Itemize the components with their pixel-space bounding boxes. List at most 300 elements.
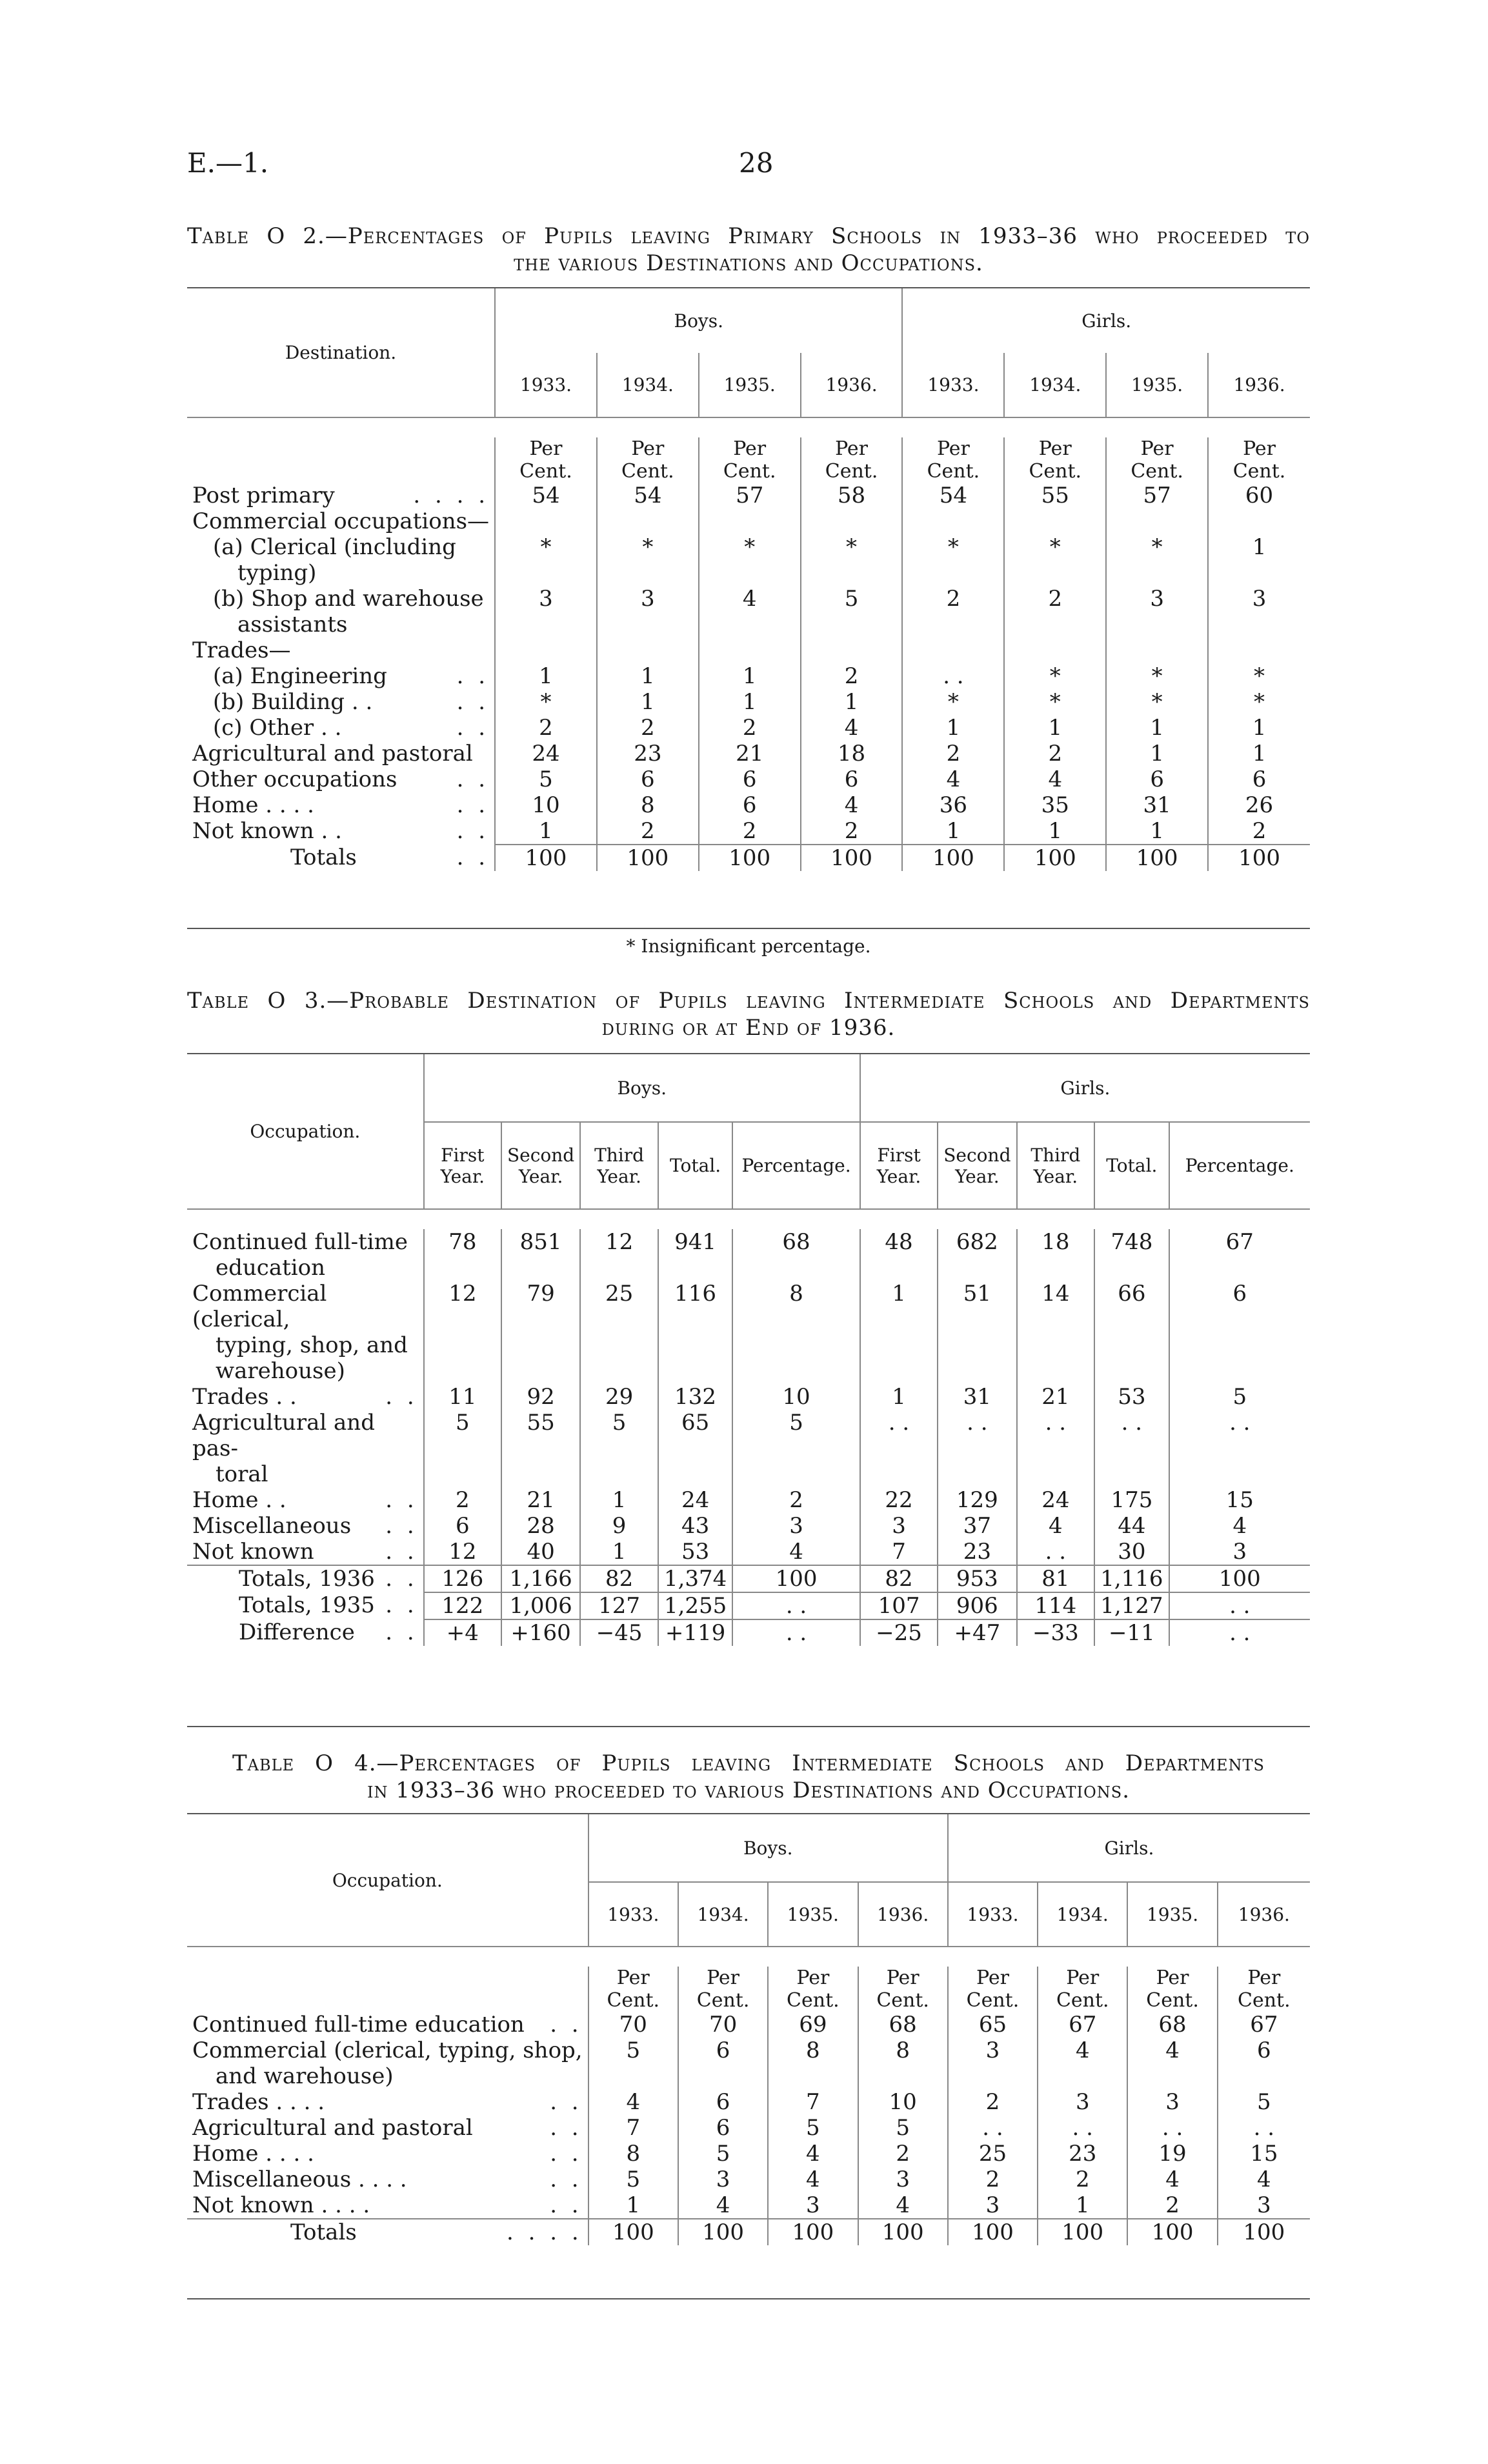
table3-column-header xyxy=(658,1122,732,1209)
table3-row xyxy=(187,1487,1310,1513)
table4 xyxy=(187,1814,1310,2245)
table2-cell: 3 xyxy=(1208,586,1310,612)
table3-totals1936-row xyxy=(187,1565,1310,1592)
table2-year-header: 1933. xyxy=(902,353,1004,417)
table2-cell xyxy=(1004,637,1106,663)
totals-label-text: Totals xyxy=(290,845,357,870)
table2-row xyxy=(187,766,1310,792)
table2-cell: 5 xyxy=(801,586,903,612)
document-reference: E.—1. xyxy=(187,147,269,179)
table2-cell: 3 xyxy=(597,586,699,612)
table2-row-label xyxy=(187,534,495,560)
table2-row xyxy=(187,818,1310,845)
table2-cell: 3 xyxy=(495,586,597,612)
table2-cell: 2 xyxy=(495,715,597,741)
totals-label-text: Totals, 1935 xyxy=(239,1592,375,1618)
table4-year-header: 1933. xyxy=(948,1882,1038,1947)
column-header-line: Year. xyxy=(518,1165,563,1187)
table4-row-label xyxy=(187,2038,588,2089)
table2-cell: 6 xyxy=(699,792,801,818)
table3-row xyxy=(187,1539,1310,1565)
row-label-text: Home . . xyxy=(192,1487,287,1513)
table4-unit-spacer xyxy=(187,1967,588,2012)
table3-cell: 10 xyxy=(732,1384,860,1410)
table4-total-cell: 100 xyxy=(1127,2219,1217,2245)
row-label-text: and warehouse) xyxy=(216,2063,394,2089)
table4-year-header: 1933. xyxy=(588,1882,678,1947)
table2-cell xyxy=(1004,560,1106,586)
table3-cell: 68 xyxy=(732,1229,860,1281)
table3-boys-header: Boys. xyxy=(424,1054,860,1122)
table2-cell: 1 xyxy=(495,663,597,689)
table2-cell: 6 xyxy=(1106,766,1208,792)
table3-total-cell: . . xyxy=(1169,1619,1310,1646)
table4-cell: 4 xyxy=(1218,2167,1310,2192)
table3-cell: 682 xyxy=(938,1229,1016,1281)
table4-cell: 69 xyxy=(768,2012,858,2038)
leader-dots: . . xyxy=(550,2115,583,2141)
column-header-line: Year. xyxy=(876,1165,921,1187)
table2-cell: 60 xyxy=(1208,483,1310,508)
row-label-line xyxy=(192,1281,418,1332)
column-header-line: Total. xyxy=(1106,1155,1158,1176)
table2-cell: 36 xyxy=(902,792,1004,818)
table2-cell: * xyxy=(699,534,801,560)
table3-cell: 129 xyxy=(938,1487,1016,1513)
table4-cell: 4 xyxy=(1127,2038,1217,2089)
table4-cell: 4 xyxy=(1127,2167,1217,2192)
table4-row xyxy=(187,2038,1310,2089)
row-label-text: Not known xyxy=(192,1539,314,1565)
table4-cell: 68 xyxy=(858,2012,948,2038)
table2-footnote: * Insignificant percentage. xyxy=(626,936,871,957)
table2-row-label xyxy=(187,792,495,818)
table2-cell xyxy=(597,612,699,637)
table3-cell: 12 xyxy=(424,1281,501,1384)
table3-total-cell: −33 xyxy=(1017,1619,1095,1646)
column-header-line: Year. xyxy=(597,1165,641,1187)
table2-cell: 1 xyxy=(902,715,1004,741)
table2-cell: 1 xyxy=(1106,818,1208,845)
leader-dots: . . xyxy=(456,689,490,715)
table4-totals-label xyxy=(187,2219,588,2245)
table4-row-label xyxy=(187,2115,588,2141)
table2-cell: 1 xyxy=(699,689,801,715)
table4-year-header: 1935. xyxy=(768,1882,858,1947)
table2-row-label xyxy=(187,637,495,663)
table2-cell: 4 xyxy=(699,586,801,612)
column-header-line: Year. xyxy=(1033,1165,1078,1187)
totals-label-text: Totals, 1936 xyxy=(239,1566,375,1592)
table3-row-label xyxy=(187,1281,424,1384)
table3-row xyxy=(187,1513,1310,1539)
table4-cell: 67 xyxy=(1218,2012,1310,2038)
table3-total-cell: 122 xyxy=(424,1592,501,1619)
table2-cell: 2 xyxy=(902,586,1004,612)
table4-cell: 5 xyxy=(588,2167,678,2192)
table2-row xyxy=(187,637,1310,663)
table2-row-label xyxy=(187,715,495,741)
table3-total-cell: 1,116 xyxy=(1094,1565,1169,1592)
table2-cell: * xyxy=(1004,663,1106,689)
table3-column-header xyxy=(1017,1122,1095,1209)
row-label-line xyxy=(192,2012,583,2038)
table3-cell: 4 xyxy=(1169,1513,1310,1539)
table2-cell: 6 xyxy=(801,766,903,792)
table2-cell: 1 xyxy=(1208,715,1310,741)
table2-cell: 57 xyxy=(699,483,801,508)
table2-unit-label: Per Cent. xyxy=(801,437,903,483)
table3-cell: 43 xyxy=(658,1513,732,1539)
table4-cell: 4 xyxy=(858,2192,948,2219)
table2-cell: * xyxy=(1004,689,1106,715)
table4-cell: 68 xyxy=(1127,2012,1217,2038)
table2-cell: 54 xyxy=(902,483,1004,508)
table2-cell xyxy=(699,637,801,663)
table3-cell: 11 xyxy=(424,1384,501,1410)
table2-cell: 2 xyxy=(597,715,699,741)
table2-cell: 24 xyxy=(495,741,597,766)
table3-cell: 175 xyxy=(1094,1487,1169,1513)
table3-cell: 21 xyxy=(501,1487,580,1513)
table4-cell: 8 xyxy=(858,2038,948,2089)
row-label-text: Agricultural and pastoral xyxy=(192,741,473,766)
table3-cell: 23 xyxy=(938,1539,1016,1565)
table2-cell: 1 xyxy=(1004,715,1106,741)
table3-cell: . . xyxy=(1169,1410,1310,1487)
table2-cell: 1 xyxy=(597,689,699,715)
table3-cell: 79 xyxy=(501,1281,580,1384)
table3-row-label xyxy=(187,1410,424,1487)
table4-unit-label: Per Cent. xyxy=(768,1967,858,2012)
table4-cell: 3 xyxy=(768,2192,858,2219)
table2-cell xyxy=(1208,612,1310,637)
table3 xyxy=(187,1054,1310,1646)
row-label-text: (c) Other . . xyxy=(213,715,342,741)
table2-unit-label: Per Cent. xyxy=(1106,437,1208,483)
table2-cell: 23 xyxy=(597,741,699,766)
table2-cell: 2 xyxy=(597,818,699,845)
totals-label-text: Totals xyxy=(290,2219,357,2245)
row-label-text: Not known . . xyxy=(192,818,342,844)
row-label-text: Trades . . . . xyxy=(192,2089,325,2115)
table3-cell: 4 xyxy=(732,1539,860,1565)
table2-cell xyxy=(1106,637,1208,663)
table3-cell: . . xyxy=(1017,1410,1095,1487)
table3-cell: 1 xyxy=(580,1487,658,1513)
table2-cell xyxy=(495,612,597,637)
table2-cell: 1 xyxy=(902,818,1004,845)
table3-cell: . . xyxy=(938,1410,1016,1487)
table4-cell: 5 xyxy=(768,2115,858,2141)
table3-cell: . . xyxy=(1017,1539,1095,1565)
table4-cell: 3 xyxy=(1127,2089,1217,2115)
table4-cell: 4 xyxy=(768,2167,858,2192)
row-label-line xyxy=(192,1384,418,1410)
table3-cell: 18 xyxy=(1017,1229,1095,1281)
table2-cell: * xyxy=(801,534,903,560)
row-label-line xyxy=(192,1358,418,1384)
column-header-line: Percentage. xyxy=(1185,1155,1294,1176)
table4-cell: 5 xyxy=(858,2115,948,2141)
row-label-text: warehouse) xyxy=(216,1358,345,1384)
table2-row xyxy=(187,663,1310,689)
table3-cell: 92 xyxy=(501,1384,580,1410)
table3-total-cell: 107 xyxy=(860,1592,938,1619)
table2-cell xyxy=(1208,637,1310,663)
table3-cell: 55 xyxy=(501,1410,580,1487)
table4-row-label xyxy=(187,2141,588,2167)
row-label-text: education xyxy=(216,1255,325,1281)
table4-cell: . . xyxy=(1218,2115,1310,2141)
table3-title: Table O 3.—Probable Destination of Pupils leaving Intermediate Schools and Departments during or at End of 1936. xyxy=(187,988,1310,1041)
table3-total-cell: 1,006 xyxy=(501,1592,580,1619)
leader-dots: . . . . xyxy=(506,2219,583,2245)
table4-total-cell: 100 xyxy=(768,2219,858,2245)
row-label-line xyxy=(192,1229,418,1255)
table2-row-label xyxy=(187,586,495,612)
table4-cell: 5 xyxy=(678,2141,768,2167)
table2-cell: 1 xyxy=(1106,715,1208,741)
table4-cell: 6 xyxy=(678,2089,768,2115)
leader-dots: . . xyxy=(550,2167,583,2192)
table4-row xyxy=(187,2089,1310,2115)
table2-cell xyxy=(1208,560,1310,586)
table2-total-cell: 100 xyxy=(699,845,801,871)
table4-cell: 4 xyxy=(588,2089,678,2115)
table4-cell: 2 xyxy=(858,2141,948,2167)
row-label-line xyxy=(192,2063,583,2089)
column-header-line: Second xyxy=(943,1144,1011,1166)
table3-cell: 12 xyxy=(424,1539,501,1565)
table4-cell: . . xyxy=(1038,2115,1127,2141)
table4-cell: . . xyxy=(1127,2115,1217,2141)
leader-dots: . . xyxy=(550,2192,583,2218)
table3-total-cell: 100 xyxy=(732,1565,860,1592)
table4-cell: 7 xyxy=(768,2089,858,2115)
row-label-text: (b) Shop and warehouse xyxy=(213,586,484,612)
table2-cell: 5 xyxy=(495,766,597,792)
table3-total-cell: 100 xyxy=(1169,1565,1310,1592)
table4-unit-label: Per Cent. xyxy=(948,1967,1038,2012)
row-label-line xyxy=(192,2038,583,2063)
table2-total-cell: 100 xyxy=(902,845,1004,871)
row-label-text: Commercial (clerical, typing, shop, xyxy=(192,2038,583,2063)
table3-cell: 2 xyxy=(424,1487,501,1513)
table3-total-cell: 1,166 xyxy=(501,1565,580,1592)
table3-total-cell: 1,255 xyxy=(658,1592,732,1619)
table3-cell: 25 xyxy=(580,1281,658,1384)
table2-cell xyxy=(699,508,801,534)
row-label-text: typing, shop, and xyxy=(216,1332,408,1358)
table4-title: Table O 4.—Percentages of Pupils leaving Intermediate Schools and Departments in 1933–36 who proceeded to various Destinations and Occupations. xyxy=(232,1750,1265,1803)
table3-cell: 48 xyxy=(860,1229,938,1281)
table2-cell: * xyxy=(1004,534,1106,560)
page-number: 28 xyxy=(739,147,774,179)
table2-row-label xyxy=(187,663,495,689)
table2-cell: 58 xyxy=(801,483,903,508)
row-label-text: Trades— xyxy=(192,637,291,663)
table2-cell xyxy=(801,560,903,586)
table4-cell: 2 xyxy=(948,2089,1038,2115)
table3-cell: 132 xyxy=(658,1384,732,1410)
table3-row-label xyxy=(187,1384,424,1410)
table4-cell: 3 xyxy=(1218,2192,1310,2219)
table3-cell: 51 xyxy=(938,1281,1016,1384)
row-label-line xyxy=(192,2167,583,2192)
table2-cell xyxy=(801,508,903,534)
table3-total-cell: 906 xyxy=(938,1592,1016,1619)
table4-total-cell: 100 xyxy=(588,2219,678,2245)
table2-cell xyxy=(699,560,801,586)
table3-cell: 65 xyxy=(658,1410,732,1487)
leader-dots: . . xyxy=(385,1592,418,1618)
table4-bottom-rule xyxy=(187,2298,1310,2299)
table4-cell: 3 xyxy=(678,2167,768,2192)
table3-total-cell: 126 xyxy=(424,1565,501,1592)
table4-row-label xyxy=(187,2167,588,2192)
table2-cell xyxy=(1004,508,1106,534)
table3-cell: 24 xyxy=(658,1487,732,1513)
table4-row xyxy=(187,2141,1310,2167)
table4-unit-label: Per Cent. xyxy=(1038,1967,1127,2012)
table4-cell: 3 xyxy=(1038,2089,1127,2115)
table2-year-header: 1934. xyxy=(1004,353,1106,417)
table3-cell: 851 xyxy=(501,1229,580,1281)
table3-cell: 15 xyxy=(1169,1487,1310,1513)
table3-total-cell: . . xyxy=(732,1592,860,1619)
table2-cell xyxy=(597,508,699,534)
table3-total-cell: 82 xyxy=(860,1565,938,1592)
row-label-text: Commercial occupations— xyxy=(192,508,490,534)
table4-unit-label: Per Cent. xyxy=(1127,1967,1217,2012)
row-label-text: Miscellaneous . . . . xyxy=(192,2167,407,2192)
page-header xyxy=(187,147,1310,186)
table4-occupation-header: Occupation. xyxy=(332,1869,443,1891)
table2-cell xyxy=(1106,560,1208,586)
row-label-text: Continued full-time education xyxy=(192,2012,525,2038)
leader-dots: . . xyxy=(385,1539,418,1565)
column-header-line: Third xyxy=(1031,1144,1081,1166)
row-label-line xyxy=(192,1539,418,1565)
table2-row-label xyxy=(187,483,495,508)
table3-cell: 22 xyxy=(860,1487,938,1513)
table4-unit-label: Per Cent. xyxy=(678,1967,768,2012)
table3-cell: 1 xyxy=(580,1539,658,1565)
table2-cell: * xyxy=(495,534,597,560)
table3-cell: 3 xyxy=(1169,1539,1310,1565)
table3-cell: 53 xyxy=(658,1539,732,1565)
table2-cell xyxy=(495,637,597,663)
table2-cell xyxy=(699,612,801,637)
table2-total-cell: 100 xyxy=(1004,845,1106,871)
table2-cell: 1 xyxy=(699,663,801,689)
table2-cell: 8 xyxy=(597,792,699,818)
table2-cell: 1 xyxy=(1208,534,1310,560)
table2-cell: 1 xyxy=(495,818,597,845)
table2-cell: 6 xyxy=(699,766,801,792)
table4-row xyxy=(187,2192,1310,2219)
table2-row xyxy=(187,586,1310,612)
table2-cell: 1 xyxy=(801,689,903,715)
column-header-line: First xyxy=(441,1144,485,1166)
table2-row-label xyxy=(187,508,495,534)
table4-year-header: 1936. xyxy=(1218,1882,1310,1947)
table3-total-cell: −11 xyxy=(1094,1619,1169,1646)
table3-cell: 31 xyxy=(938,1384,1016,1410)
table2-row-label xyxy=(187,766,495,792)
table4-cell: 4 xyxy=(678,2192,768,2219)
row-label-text: typing) xyxy=(237,560,317,586)
table3-column-header xyxy=(938,1122,1016,1209)
row-label-text: Commercial (clerical, xyxy=(192,1281,327,1332)
table3-row-label xyxy=(187,1539,424,1565)
table3-total-cell: 127 xyxy=(580,1592,658,1619)
row-label-line xyxy=(192,2089,583,2115)
row-label-text: Agricultural and pastoral xyxy=(192,2115,473,2141)
table4-year-header: 1934. xyxy=(1038,1882,1127,1947)
table2-cell: 6 xyxy=(1208,766,1310,792)
table4-year-header: 1934. xyxy=(678,1882,768,1947)
table2-cell: 2 xyxy=(1208,818,1310,845)
table3-total-cell: 114 xyxy=(1017,1592,1095,1619)
leader-dots: . . . . xyxy=(413,483,490,508)
table2-cell: 2 xyxy=(801,818,903,845)
table2-cell: * xyxy=(1208,689,1310,715)
row-label-text: Home . . . . xyxy=(192,792,314,818)
table3-cell: 7 xyxy=(860,1539,938,1565)
row-label-line xyxy=(192,2192,583,2218)
row-label-line xyxy=(192,1487,418,1513)
table4-row xyxy=(187,2115,1310,2141)
row-label-text: Other occupations xyxy=(192,766,397,792)
table4-year-header: 1935. xyxy=(1127,1882,1217,1947)
table4-girls-header: Girls. xyxy=(948,1814,1310,1882)
table4-row xyxy=(187,2012,1310,2038)
table2-cell xyxy=(902,612,1004,637)
table2-cell xyxy=(902,637,1004,663)
table2-unit-label: Per Cent. xyxy=(1208,437,1310,483)
table4-cell: 25 xyxy=(948,2141,1038,2167)
row-label-text: Not known . . . . xyxy=(192,2192,370,2218)
table2-cell: 57 xyxy=(1106,483,1208,508)
table4-cell: 7 xyxy=(588,2115,678,2141)
table4-cell: 2 xyxy=(1038,2167,1127,2192)
table2-cell xyxy=(1106,508,1208,534)
table4-cell: 3 xyxy=(948,2192,1038,2219)
table2-total-cell: 100 xyxy=(597,845,699,871)
table2-cell: 2 xyxy=(699,715,801,741)
table2-cell: . . xyxy=(902,663,1004,689)
table2-unit-label: Per Cent. xyxy=(699,437,801,483)
table2-cell xyxy=(1106,612,1208,637)
table2-cell: 2 xyxy=(801,663,903,689)
table4-cell: 67 xyxy=(1038,2012,1127,2038)
table3-total-cell: 1,374 xyxy=(658,1565,732,1592)
table3-total-cell: +119 xyxy=(658,1619,732,1646)
table2-cell: * xyxy=(1106,689,1208,715)
table2-row-label xyxy=(187,612,495,637)
table2-cell: 54 xyxy=(495,483,597,508)
row-label-line xyxy=(192,1410,418,1461)
table3-total-cell: +47 xyxy=(938,1619,1016,1646)
table4-unit-label: Per Cent. xyxy=(1218,1967,1310,2012)
table2-year-header: 1934. xyxy=(597,353,699,417)
table2-row xyxy=(187,483,1310,508)
leader-dots: . . xyxy=(456,792,490,818)
row-label-line xyxy=(192,1332,418,1358)
table3-cell: 5 xyxy=(580,1410,658,1487)
